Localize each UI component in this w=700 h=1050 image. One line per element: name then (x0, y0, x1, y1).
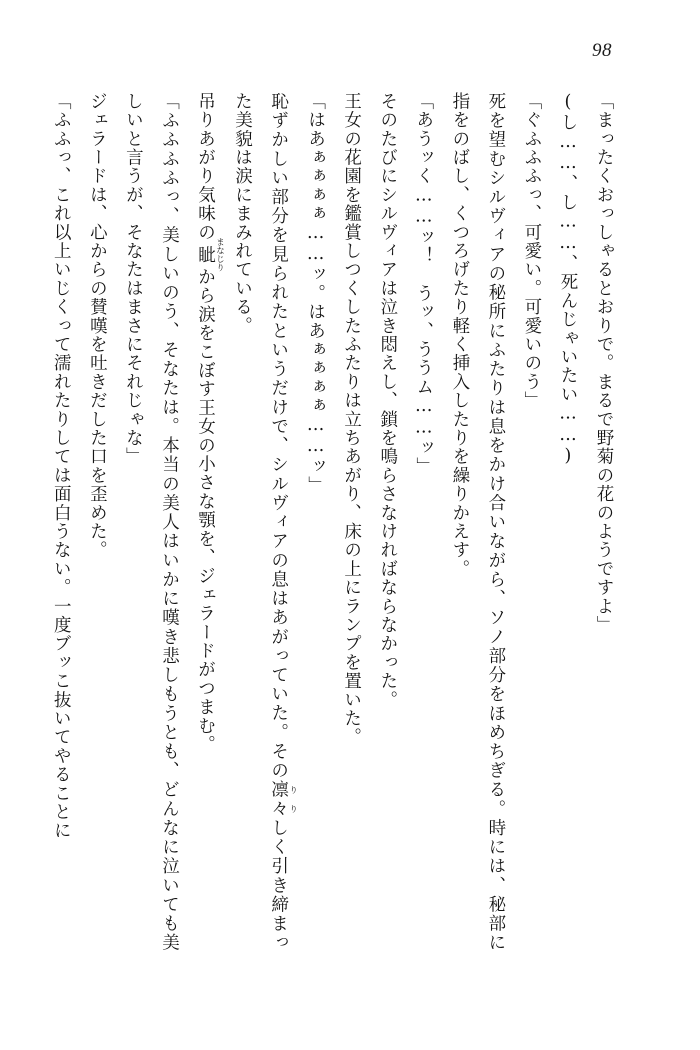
paragraph: そのたびにシルヴィアは泣き悶えし、鎖を鳴らさなければならなかった。 (377, 92, 398, 710)
paragraph: 「はあぁぁぁぁ……ッ。はあぁぁぁぁ……ッ」 (305, 92, 326, 495)
paragraph: 「ふふっ、これ以上いじくって濡れたりしては面白うない。一度ブッこ抜いてやることに (51, 92, 72, 840)
paragraph: 「まったくおっしゃるとおりで。まるで野菊の花のようですよ」 (594, 92, 614, 635)
paragraph: 「あうッく……ッ！ うッ、ううム……ッ」 (413, 92, 434, 476)
paragraph-with-ruby: 恥ずかしい部分を見られたというだけで、シルヴィアの息はあがっていた。その凛々 りりしく引き締まった美貌は涙にまみれている。 (232, 92, 298, 952)
page-body-text (51, 92, 622, 952)
paragraph: 「ぐふふふっ、可愛い。可愛いのう」 (521, 92, 542, 410)
paragraph: 「ふふふふっ、美しいのう、そなたは。本当の美人はいかに嘆き悲しもうとも、どんなに泣いても美しいと言うが、そなたはまさにそれじゃな」 (123, 92, 180, 952)
paragraph: 死を望むシルヴィアの秘所にふたりは息をかけ合いながら、ソノ部分をほめちぎる。時には、秘部に指をのばし、くつろげたり軽く挿入したりを繰りかえす。 (449, 92, 506, 952)
paragraph: (し……、し……、死んじゃいたい……) (557, 92, 578, 468)
paragraph-with-ruby: 吊りあがり気味の眦 まなじりから涙をこぼす王女の小さな顎を、ジェラードがつまむ。 (195, 92, 225, 754)
paragraph: 王女の花園を鑑賞しつくしたふたりは立ちあがり、床の上にランプを置いた。 (341, 92, 362, 747)
page-number: 98 (592, 40, 612, 61)
paragraph: ジェラードは、心からの賛嘆を吐きだした口を歪めた。 (87, 92, 108, 560)
